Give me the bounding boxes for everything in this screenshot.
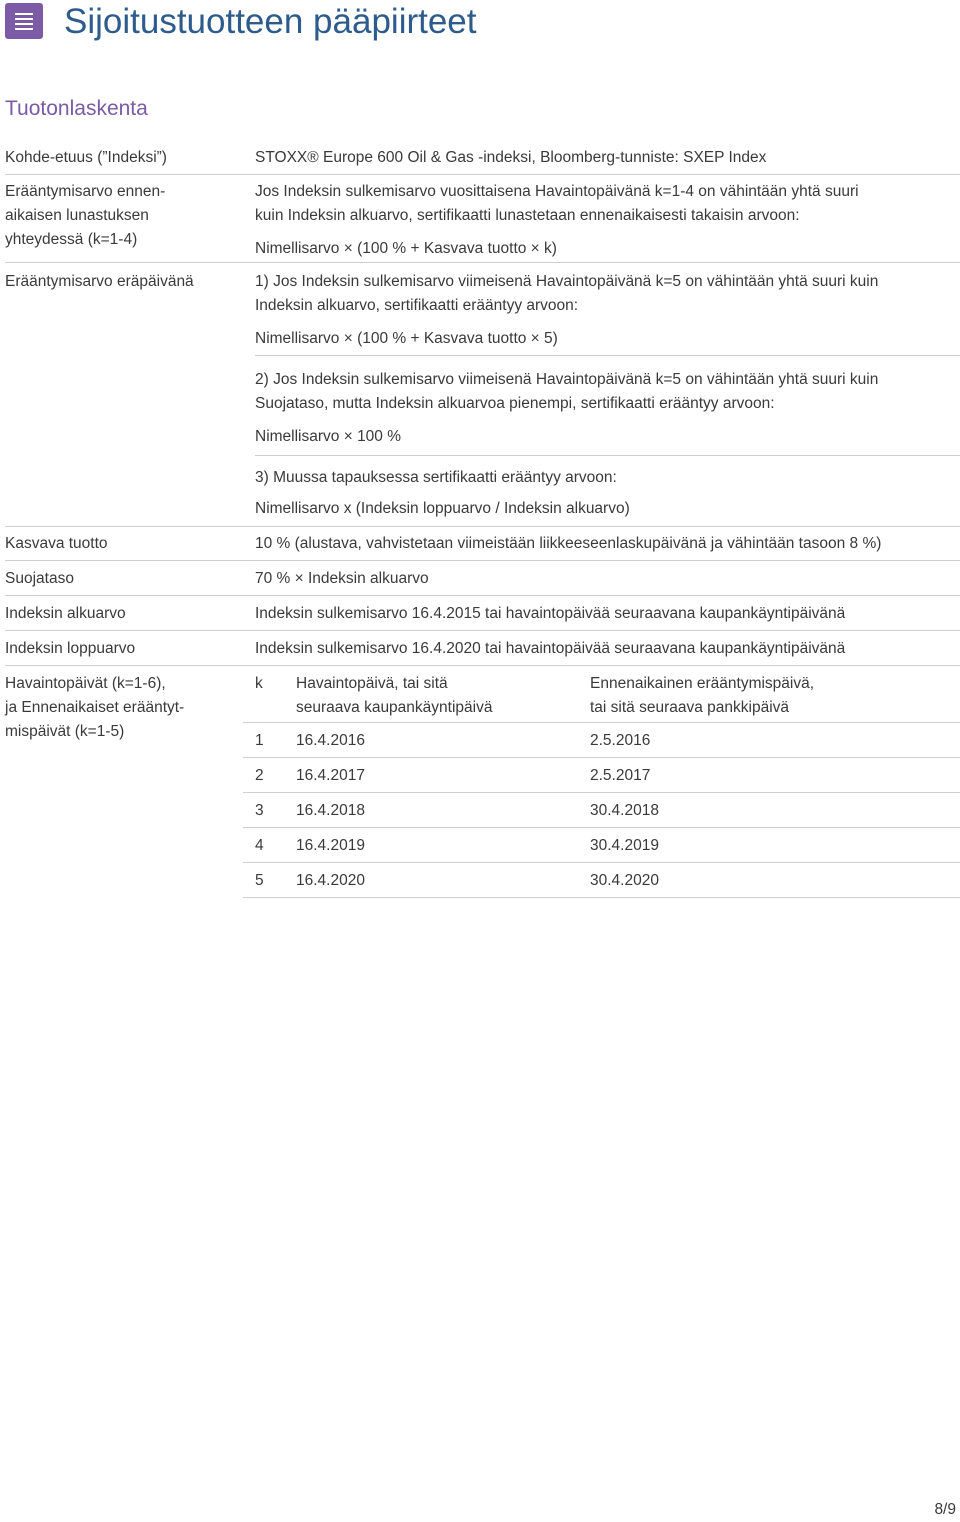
divider: [5, 526, 960, 527]
row-label: [5, 672, 240, 744]
cell-early-maturity-date: 30.4.2019: [590, 837, 659, 854]
row-label: Erääntymisarvo eräpäivänä: [5, 273, 194, 290]
value-line: 1) Jos Indeksin sulkemisarvo viimeisenä Havaintopäivänä k=5 on vähintään yhtä suuri kuin: [255, 273, 879, 290]
divider: [255, 455, 960, 456]
cell-observation-date: 16.4.2016: [296, 732, 365, 749]
row-label: Suojataso: [5, 570, 74, 587]
cell-k: 3: [255, 802, 264, 819]
cell-observation-date: 16.4.2018: [296, 802, 365, 819]
divider: [5, 560, 960, 561]
divider: [243, 897, 960, 898]
value-line: Jos Indeksin sulkemisarvo vuosittaisena Havaintopäivänä k=1-4 on vähintään yhtä suuri: [255, 183, 859, 200]
divider: [5, 262, 960, 263]
cell-early-maturity-date: 2.5.2017: [590, 767, 651, 784]
row-value: STOXX® Europe 600 Oil & Gas -indeksi, Bloomberg-tunniste: SXEP Index: [255, 149, 767, 166]
row-label: Kasvava tuotto: [5, 535, 108, 552]
row-label: Indeksin alkuarvo: [5, 605, 126, 622]
value-line: 2) Jos Indeksin sulkemisarvo viimeisenä Havaintopäivänä k=5 on vähintään yhtä suuri kuin: [255, 371, 879, 388]
header-line: seuraava kaupankäyntipäivä: [296, 699, 493, 716]
divider: [5, 665, 960, 666]
formula: Nimellisarvo × 100 %: [255, 428, 402, 445]
divider: [243, 722, 960, 723]
page-number: 8/9: [934, 1501, 956, 1518]
row-value: Indeksin sulkemisarvo 16.4.2015 tai havaintopäivää seuraavana kaupankäyntipäivänä: [255, 605, 846, 622]
hamburger-menu-icon[interactable]: [5, 3, 43, 39]
header-line: tai sitä seuraava pankkipäivä: [590, 699, 790, 716]
label-line: Erääntymisarvo ennen-: [5, 183, 166, 200]
value-line: Indeksin alkuarvo, sertifikaatti erääntyy arvoon:: [255, 297, 579, 314]
section-title: Tuotonlaskenta: [5, 97, 148, 120]
divider: [255, 355, 960, 356]
cell-k: 2: [255, 767, 264, 784]
row-label: [5, 180, 240, 252]
row-value: [255, 466, 960, 521]
cell-k: 5: [255, 872, 264, 889]
table-header-k: k: [255, 675, 263, 692]
table-header-early-maturity: [590, 672, 814, 720]
label-line: yhteydessä (k=1-4): [5, 231, 138, 248]
value-line: 3) Muussa tapauksessa sertifikaatti erääntyy arvoon:: [255, 469, 617, 486]
divider: [243, 757, 960, 758]
cell-early-maturity-date: 30.4.2018: [590, 802, 659, 819]
divider: [243, 827, 960, 828]
row-value: 70 % × Indeksin alkuarvo: [255, 570, 429, 587]
row-value: [255, 368, 960, 449]
divider: [5, 595, 960, 596]
label-line: mispäivät (k=1-5): [5, 723, 125, 740]
cell-observation-date: 16.4.2017: [296, 767, 365, 784]
cell-early-maturity-date: 2.5.2016: [590, 732, 651, 749]
value-line: Suojataso, mutta Indeksin alkuarvoa pienempi, sertifikaatti erääntyy arvoon:: [255, 395, 775, 412]
menu-bar: [15, 18, 33, 20]
header-line: Havaintopäivä, tai sitä: [296, 675, 448, 692]
label-line: aikaisen lunastuksen: [5, 207, 149, 224]
cell-k: 4: [255, 837, 264, 854]
value-line: kuin Indeksin alkuarvo, sertifikaatti lunastetaan ennenaikaisesti takaisin arvoon:: [255, 207, 800, 224]
row-label: Kohde-etuus (”Indeksi”): [5, 149, 167, 166]
divider: [243, 792, 960, 793]
divider: [5, 630, 960, 631]
header-line: Ennenaikainen erääntymispäivä,: [590, 675, 815, 692]
label-line: ja Ennenaikaiset erääntyt-: [5, 699, 185, 716]
row-value: [255, 180, 960, 261]
cell-observation-date: 16.4.2020: [296, 872, 365, 889]
row-value: [255, 270, 960, 351]
menu-bar: [15, 28, 33, 30]
formula: Nimellisarvo × (100 % + Kasvava tuotto × k): [255, 240, 557, 257]
divider: [5, 174, 960, 175]
row-value: Indeksin sulkemisarvo 16.4.2020 tai havaintopäivää seuraavana kaupankäyntipäivänä: [255, 640, 846, 657]
row-value: 10 % (alustava, vahvistetaan viimeistään liikkeeseenlaskupäivänä ja vähintään tasoon 8 %): [255, 535, 882, 552]
cell-early-maturity-date: 30.4.2020: [590, 872, 659, 889]
formula: Nimellisarvo × (100 % + Kasvava tuotto × 5): [255, 330, 558, 347]
cell-observation-date: 16.4.2019: [296, 837, 365, 854]
divider: [243, 862, 960, 863]
menu-bar: [15, 23, 33, 25]
table-header-observation: [296, 672, 492, 720]
page-title: Sijoitustuotteen pääpiirteet: [64, 2, 477, 41]
formula: Nimellisarvo x (Indeksin loppuarvo / Indeksin alkuarvo): [255, 500, 630, 517]
menu-bar: [15, 13, 33, 15]
row-label: Indeksin loppuarvo: [5, 640, 136, 657]
cell-k: 1: [255, 732, 264, 749]
label-line: Havaintopäivät (k=1-6),: [5, 675, 166, 692]
